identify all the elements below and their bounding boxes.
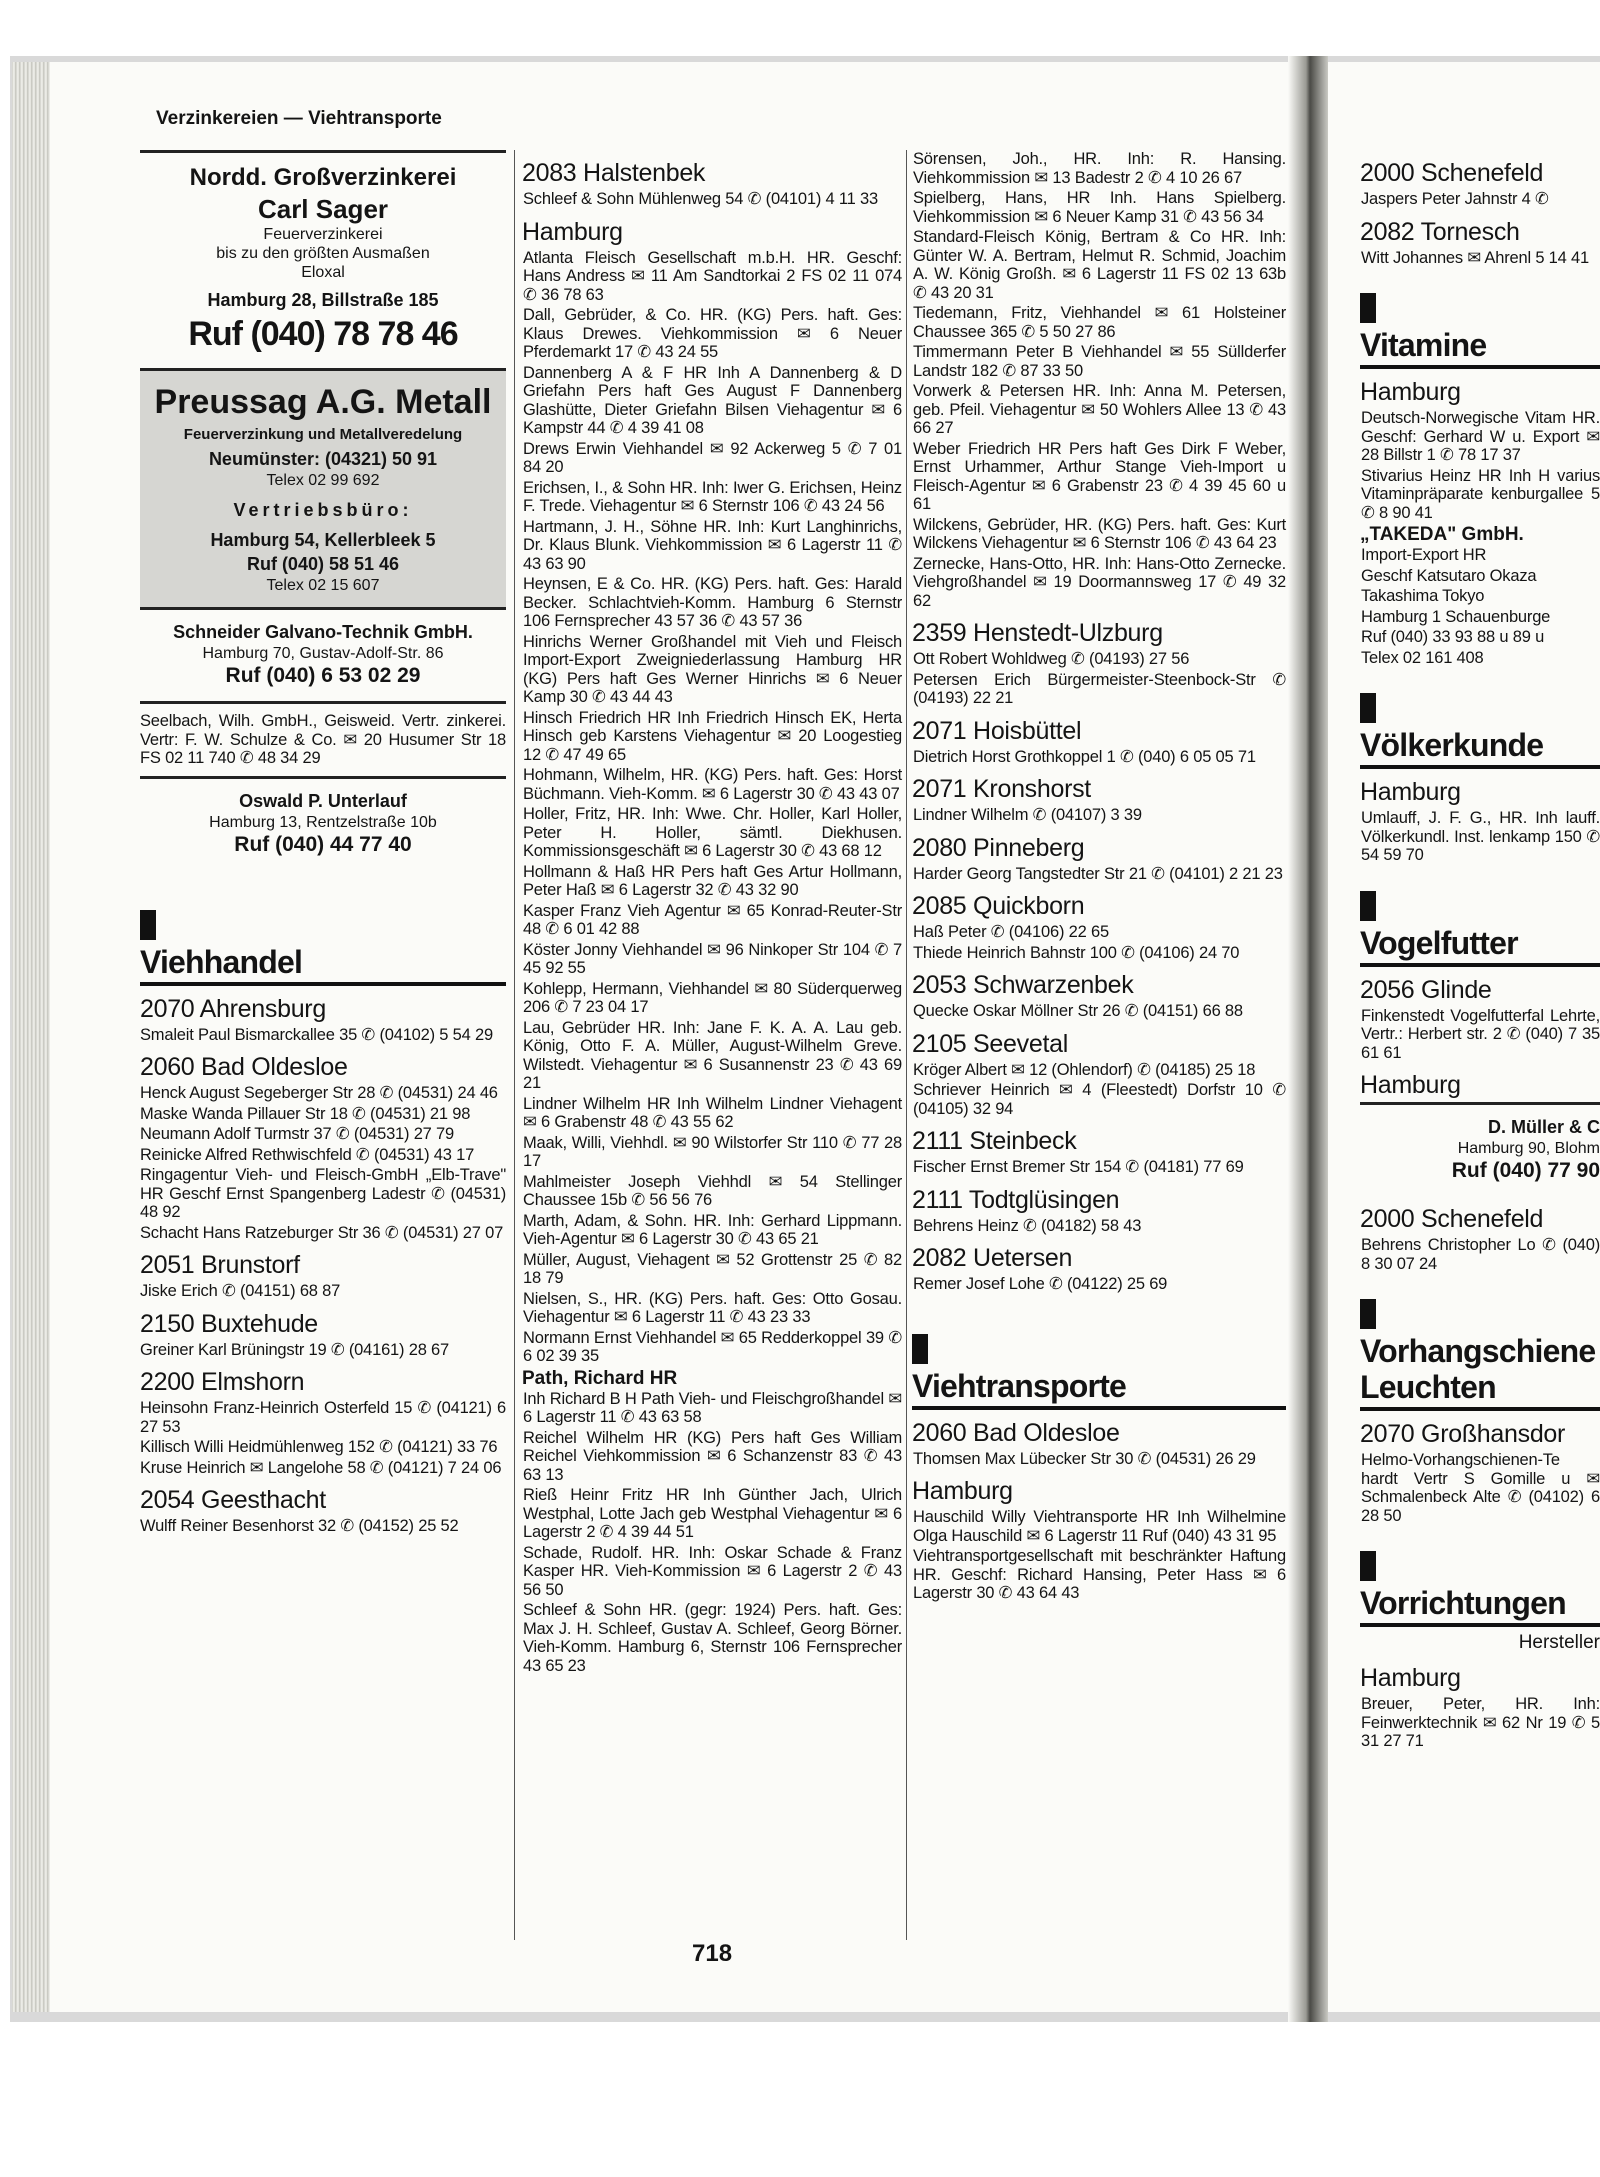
city-heading: 2150 Buxtehude <box>140 1309 318 1338</box>
section-title: Vorrichtungen <box>1360 1585 1600 1627</box>
city-heading: 2080 Pinneberg <box>912 833 1085 862</box>
listing-entry: Lindner Wilhelm HR Inh Wilhelm Lindner Viehagent ✉ 6 Grabenstr 48 ✆ 43 55 62 <box>523 1094 902 1131</box>
column-rule <box>514 150 515 1940</box>
city-heading: 2082 Uetersen <box>912 1244 1073 1272</box>
city-heading: 2082 Tornesch <box>1360 217 1520 246</box>
section-block <box>1360 693 1600 769</box>
city-heading: 2111 Todtglüsingen <box>912 1185 1120 1214</box>
column-d <box>1360 150 1600 1753</box>
listing-entry: Hartmann, J. H., Söhne HR. Inh: Kurt Langhinrichs, Dr. Klaus Blunk. Viehkommission ✉ 6 Lagerstr 11 ✆ 43 63 90 <box>523 517 902 573</box>
book-gutter <box>1288 56 1328 2022</box>
column-a <box>140 150 506 1538</box>
listing-entry: Maske Wanda Pillauer Str 18 ✆ (04531) 21 98 <box>140 1104 471 1123</box>
section-marker <box>1360 693 1376 723</box>
city-heading: Hamburg <box>1360 778 1461 806</box>
ad-phone: Neumünster: (04321) 50 91 <box>208 449 438 469</box>
city-heading: 2111 Steinbeck <box>912 1127 1077 1155</box>
city-heading: 2200 Elmshorn <box>140 1368 305 1396</box>
ad-address: Hamburg 70, Gustav-Adolf-Str. 86 <box>202 645 444 662</box>
city-heading: 2060 Bad Oldesloe <box>912 1418 1120 1447</box>
section-block <box>1360 293 1600 369</box>
city-heading: Hamburg <box>1360 1664 1461 1692</box>
ad-title: Schneider Galvano-Technik GmbH. <box>173 622 473 642</box>
listing-entry: Thomsen Max Lübecker Str 30 ✆ (04531) 26 29 <box>912 1450 1286 1469</box>
section-title: Völkerkunde <box>1360 727 1600 769</box>
page-stack-edge <box>12 62 52 2012</box>
section-title: Vitamine <box>1360 327 1600 369</box>
listing-entry: Müller, August, Viehagent ✉ 52 Grottenstr 25 ✆ 82 18 79 <box>523 1250 902 1287</box>
section-title: Viehtransporte <box>912 1368 1286 1410</box>
listing-entry: Schriever Heinrich ✉ 4 (Fleestedt) Dorfstr 10 ✆ (04105) 32 94 <box>913 1081 1286 1118</box>
section-marker <box>1360 1299 1376 1329</box>
listing-entry: Spielberg, Hans, HR Inh. Hans Spielberg. Viehkommission ✉ 6 Neuer Kamp 31 ✆ 43 56 34 <box>913 189 1286 226</box>
section-marker <box>140 910 156 940</box>
listing-entry: Mahlmeister Joseph Viehhdl ✉ 54 Stellinger Chaussee 15b ✆ 56 56 76 <box>523 1172 902 1209</box>
listing-groups <box>522 158 902 1675</box>
listing-entry: Kohlepp, Hermann, Viehhandel ✉ 80 Süderquerweg 206 ✆ 7 23 04 17 <box>523 979 902 1016</box>
ad-line: Feuerverzinkerei <box>263 226 383 243</box>
listing-entry: Jiske Erich ✆ (04151) 68 87 <box>140 1282 341 1300</box>
listing-entry: Schade, Rudolf. HR. Inh: Oskar Schade & Franz Kasper HR. Vieh-Kommission ✉ 6 Lagerstr 2 ✆ 43 56 50 <box>523 1543 902 1599</box>
listing-entry: Haß Peter ✆ (04106) 22 65 <box>912 923 1286 942</box>
listing-entry: Behrens Christopher Lo ✆ (040) 8 30 07 24 <box>1361 1236 1600 1273</box>
city-heading: 2071 Hoisbüttel <box>912 716 1082 745</box>
listing-entry: Import-Export HR <box>1360 546 1600 565</box>
listing-entry: Fischer Ernst Bremer Str 154 ✆ (04181) 77 69 <box>912 1158 1286 1177</box>
ad-preussag <box>140 368 506 607</box>
listing-entry: Reinicke Alfred Rethwischfeld ✆ (04531) 43 17 <box>140 1145 475 1164</box>
listing-entry: Reichel Wilhelm HR (KG) Pers haft Ges William Reichel Viehkommission ✉ 6 Schanzenstr 83 ✆ 43 63 13 <box>523 1428 902 1484</box>
listing-entry: Breuer, Peter, HR. Inh: Feinwerktechnik ✉ 62 Nr 19 ✆ 5 31 27 71 <box>1361 1695 1600 1750</box>
city-heading: 2000 Schenefeld <box>1360 1205 1544 1233</box>
listing-entry: Köster Jonny Viehhandel ✉ 96 Ninkoper Str 104 ✆ 7 45 92 55 <box>523 940 902 977</box>
section-viehtransporte <box>912 1334 1286 1410</box>
ad-phone: Ruf (040) 58 51 46 <box>246 554 400 574</box>
listing-entry: Viehtransportgesellschaft mit beschränkter Haftung HR. Geschf: Richard Hansing, Peter Hass ✉ 6 Lagerstr 30 ✆ 43 64 43 <box>913 1547 1286 1602</box>
ad-telex: Telex 02 99 692 <box>266 472 380 489</box>
city-heading: 2060 Bad Oldesloe <box>140 1053 348 1081</box>
listing-entry: Schleef & Sohn Mühlenweg 54 ✆ (04101) 4 11 33 <box>522 190 902 209</box>
listing-entry: Hinsch Friedrich HR Inh Friedrich Hinsch EK, Herta Hinsch geb Karstens Viehagentur ✉ 20 Loogestieg 12 ✆ 47 49 65 <box>523 708 902 764</box>
section-viehhandel <box>140 910 506 986</box>
listing-entry: Telex 02 161 408 <box>1360 649 1600 668</box>
section-title: Vorhangschiene Leuchten <box>1360 1333 1600 1411</box>
listing-entry: Weber Friedrich HR Pers haft Ges Dirk F Weber, Ernst Urhammer, Arthur Stange Vieh-Import u Fleisch-Agentur ✉ 6 Grabenstr 23 ✆ 4 39 45 60 u 61 <box>913 439 1286 513</box>
listing-entry: Kröger Albert ✉ 12 (Ohlendorf) ✆ (04185) 25 18 <box>912 1061 1286 1080</box>
ad-address: Hamburg 54, Kellerbleek 5 <box>210 530 436 550</box>
listing-entry: Wilckens, Gebrüder, HR. (KG) Pers. haft. Ges: Kurt Wilckens Viehagentur ✉ 6 Sternstr 106 ✆ 43 64 23 <box>913 515 1286 552</box>
ad-title: Oswald P. Unterlauf <box>239 790 407 811</box>
listing-entry: Ott Robert Wohldweg ✆ (04193) 27 56 <box>912 650 1286 669</box>
ad-phone: Ruf (040) 6 53 02 29 <box>225 664 421 687</box>
section-marker <box>1360 1551 1376 1581</box>
listing-entry: Quecke Oskar Möllner Str 26 ✆ (04151) 66 88 <box>912 1002 1286 1021</box>
city-heading: 2070 Ahrensburg <box>140 994 326 1023</box>
listing-sections <box>1360 293 1600 1751</box>
listing-bold-name: „TAKEDA" GmbH. <box>1360 524 1524 545</box>
city-heading: 2083 Halstenbek <box>522 159 706 187</box>
section-marker <box>1360 891 1376 921</box>
ad-title: Nordd. Großverzinkerei <box>189 164 457 191</box>
listing-entry: Maak, Willi, Viehhdl. ✉ 90 Wilstorfer Str 110 ✆ 77 28 17 <box>523 1133 902 1170</box>
city-heading: 2054 Geesthacht <box>140 1486 326 1514</box>
section-title: Vogelfutter <box>1360 925 1600 967</box>
city-heading: Hamburg <box>522 217 623 246</box>
listing-entry: Umlauff, J. F. G., HR. Inh lauff. Völkerkundl. Inst. lenkamp 150 ✆ 54 59 70 <box>1361 809 1600 864</box>
listing-entry: Finkenstedt Vogelfutterfal Lehrte, Vertr.: Herbert str. 2 ✆ (040) 7 35 61 61 <box>1361 1006 1600 1062</box>
listing-entry: Normann Ernst Viehhandel ✉ 65 Redderkoppel 39 ✆ 6 02 39 35 <box>523 1328 902 1365</box>
city-heading: 2056 Glinde <box>1360 975 1492 1004</box>
ad-phone: Ruf (040) 78 78 46 <box>188 315 458 353</box>
section-subtitle: Hersteller <box>1518 1632 1600 1653</box>
listing-entry: Greiner Karl Brüningstr 19 ✆ (04161) 28 67 <box>140 1340 450 1359</box>
ad-address: Hamburg 28, Billstraße 185 <box>207 290 439 310</box>
city-heading: Hamburg <box>1360 378 1461 406</box>
section-marker <box>1360 293 1376 323</box>
listing-entry: Henck August Segeberger Str 28 ✆ (04531) 24 46 <box>140 1084 498 1102</box>
listing-entry: Marth, Adam, & Sohn. HR. Inh: Gerhard Lippmann. Vieh-Agentur ✉ 6 Lagerstr 30 ✆ 43 65 21 <box>523 1211 902 1248</box>
ad-nordd <box>140 150 506 368</box>
listing-entry: Drews Erwin Viehhandel ✉ 92 Ackerweg 5 ✆ 7 01 84 20 <box>523 439 902 476</box>
listing-entry: Ringagentur Vieh- und Fleisch-GmbH „Elb-Trave" HR Geschf Ernst Spangenberg Ladestr ✆ (04531) 48 92 <box>140 1166 506 1221</box>
running-head: Verzinkereien — Viehtransporte <box>156 108 442 129</box>
listing-entry: Smaleit Paul Bismarckallee 35 ✆ (04102) 5 54 29 <box>140 1025 493 1044</box>
listing-groups <box>1360 158 1600 267</box>
ad-line: Feuerverzinkung und Metallveredelung <box>183 426 463 443</box>
listing-entry: Ruf (040) 33 93 88 u 89 u <box>1360 628 1600 647</box>
city-heading: Hamburg <box>1360 1071 1461 1099</box>
section-title: Viehhandel <box>140 944 506 986</box>
listing-entry: Jaspers Peter Jahnstr 4 ✆ <box>1360 190 1600 209</box>
listing-entry: Hauschild Willy Viehtransporte HR Inh Wilhelmine Olga Hauschild ✉ 6 Lagerstr 11 Ruf (040) 43 31 95 <box>913 1508 1286 1545</box>
listing-entry: Dannenberg A & F HR Inh A Dannenberg & D Griefahn Pers haft Ges August F Dannenberg Glashütte, Dieter Griefahn Bilsen Viehagentur ✉ 6 Kampstr 44 ✆ 4 39 41 08 <box>523 363 902 437</box>
city-heading: 2000 Schenefeld <box>1360 159 1544 187</box>
listing-entry: Zernecke, Hans-Otto, HR. Inh: Hans-Otto Zernecke. Viehgroßhandel ✉ 19 Doormannsweg 17 ✆ 49 32 62 <box>913 554 1286 610</box>
city-heading: Hamburg <box>912 1477 1013 1505</box>
listing-entries <box>912 150 1286 610</box>
city-heading: 2085 Quickborn <box>912 892 1085 920</box>
listing-entry: Hinrichs Werner Großhandel mit Vieh und Fleisch Import-Export Zweigniederlassung Hamburg HR (KG) Pers haft Ges Werner Hinrichs ✉ 6 Neuer Kamp 30 ✆ 43 44 43 <box>523 632 902 706</box>
ad-title: Preussag A.G. Metall <box>154 383 492 421</box>
ad-line: bis zu den größten Ausmaßen <box>216 245 430 262</box>
listing-entry: Neumann Adolf Turmstr 37 ✆ (04531) 27 79 <box>140 1125 454 1143</box>
listing-entry: Takashima Tokyo <box>1360 587 1600 606</box>
city-heading: 2053 Schwarzenbek <box>912 971 1134 999</box>
listing-entry: Helmo-Vorhangschienen-Te hardt Vertr S Gomille u ✉ Schmalenbeck Alte ✆ (04102) 6 28 50 <box>1361 1451 1600 1525</box>
ad-schneider <box>140 607 506 701</box>
listing-entry: Timmermann Peter B Viehhandel ✉ 55 Süllderfer Landstr 182 ✆ 87 33 50 <box>913 343 1286 380</box>
listing-entry: Nielsen, S., HR. (KG) Pers. haft. Ges: Otto Gosau. Viehagentur ✉ 6 Lagerstr 11 ✆ 43 23 33 <box>523 1289 902 1326</box>
page-number: 718 <box>692 1940 733 1967</box>
city-heading: 2071 Kronshorst <box>912 775 1091 803</box>
listing-entry: Killisch Willi Heidmühlenweg 152 ✆ (04121) 33 76 <box>140 1438 498 1456</box>
section-block <box>1360 1551 1600 1627</box>
listing-entry: Dall, Gebrüder, & Co. HR. (KG) Pers. haft. Ges: Klaus Drewes. Viehkommission ✉ 6 Neuer Pferdemarkt 17 ✆ 43 24 55 <box>523 306 902 361</box>
listing-entry: Erichsen, I., & Sohn HR. Inh: Iwer G. Erichsen, Heinz F. Trede. Viehagentur ✉ 6 Sternstr 106 ✆ 43 24 56 <box>523 478 902 515</box>
listing-groups <box>912 618 1286 1294</box>
column-b <box>522 150 902 1677</box>
listing-entry: Tiedemann, Fritz, Viehhandel ✉ 61 Holsteiner Chaussee 365 ✆ 5 50 27 86 <box>913 304 1286 341</box>
city-heading: 2359 Henstedt-Ulzburg <box>912 619 1163 647</box>
listing-entry: Geschf Katsutaro Okaza <box>1360 567 1600 586</box>
ad-address: Hamburg 90, Blohm <box>1457 1140 1600 1157</box>
listing-entry: Witt Johannes ✉ Ahrenl 5 14 41 <box>1360 249 1600 268</box>
listing-entry: Atlanta Fleisch Gesellschaft m.b.H. HR. Geschf: Hans Andress ✉ 11 Am Sandtorkai 2 FS 02 11 074 ✆ 36 78 63 <box>523 248 902 304</box>
listing-entry: Behrens Heinz ✆ (04182) 58 43 <box>912 1217 1286 1236</box>
listing-entry: Inh Richard B H Path Vieh- und Fleischgroßhandel ✉ 6 Lagerstr 11 ✆ 43 63 58 <box>523 1389 902 1426</box>
listing-entry: Sörensen, Joh., HR. Inh: R. Hansing. Viehkommission ✉ 13 Badestr 2 ✆ 4 10 26 67 <box>913 150 1286 187</box>
listing-entry: Rieß Heinr Fritz HR Inh Günther Jach, Ulrich Westphal, Lotte Jach geb Westphal Viehagentur ✉ 6 Lagerstr 2 ✆ 4 39 44 51 <box>523 1486 902 1541</box>
listing-entry: Harder Georg Tangstedter Str 21 ✆ (04101) 2 21 23 <box>912 865 1286 884</box>
listing-entry: Hollmann & Haß HR Pers haft Ges Artur Hollmann, Peter Haß ✉ 6 Lagerstr 32 ✆ 43 32 90 <box>523 862 902 899</box>
section-marker <box>912 1334 928 1364</box>
listing-entry: Standard-Fleisch König, Bertram & Co HR. Inh: Günter W. A. Bertram, Helmut R. Schmid, Joachim A. W. König Großh. ✉ 6 Lagerstr 11 FS 02 13 63b ✆ 43 20 31 <box>913 228 1286 302</box>
listing-entry: Kasper Franz Vieh Agentur ✉ 65 Konrad-Reuter-Str 48 ✆ 6 01 42 88 <box>523 901 902 938</box>
ad-line: Eloxal <box>301 264 345 281</box>
listing-entry: Heynsen, E & Co. HR. (KG) Pers. haft. Ges: Harald Becker. Schlachtvieh-Komm. Hamburg 6 Sternstr 106 Fernsprecher 43 57 36 ✆ 43 57 36 <box>523 575 902 630</box>
listing-entry: Seelbach, Wilh. GmbH., Geisweid. Vertr. zinkerei. Vertr: F. W. Schulze & Co. ✉ 20 Husumer Str 18 FS 02 11 740 ✆ 48 34 29 <box>140 701 506 768</box>
column-rule <box>906 150 907 1940</box>
listing-entry: Lindner Wilhelm ✆ (04107) 3 39 <box>912 806 1286 825</box>
listing-entry: Hohmann, Wilhelm, HR. (KG) Pers. haft. Ges: Horst Büchmann. Vieh-Komm. ✉ 6 Lagerstr 30 ✆ 43 43 07 <box>523 766 902 803</box>
ad-unterlauf <box>140 776 506 870</box>
ad-address: Hamburg 13, Rentzelstraße 10b <box>209 813 437 831</box>
listing-entry: Hamburg 1 Schauenburge <box>1360 608 1600 627</box>
section-block <box>1360 1299 1600 1411</box>
listing-entry: Schleef & Sohn HR. (gegr: 1924) Pers. haft. Ges: Max J. H. Schleef, Gustav A. Schleef, Georg Börner. Vieh-Komm. Hamburg 6, Sternstr 106 Fernsprecher 43 65 23 <box>523 1601 902 1675</box>
ad-subtitle: Carl Sager <box>257 194 389 224</box>
city-heading: 2051 Brunstorf <box>140 1251 300 1279</box>
ad-office: Vertriebsbüro: <box>233 500 413 520</box>
ad-phone: Ruf (040) 77 90 <box>1451 1159 1600 1182</box>
ad-telex: Telex 02 15 607 <box>266 577 380 594</box>
listing-entry: Vorwerk & Petersen HR. Inh: Anna M. Petersen, geb. Pfeil. Viehagentur ✉ 50 Wohlers Allee 13 ✆ 43 66 27 <box>913 382 1286 437</box>
listing-entry: Wulff Reiner Besenhorst 32 ✆ (04152) 25 52 <box>140 1517 459 1535</box>
listing-entry: Stivarius Heinz HR Inh H varius Vitaminpräparate kenburgallee 5 ✆ 8 90 41 <box>1361 466 1600 522</box>
listing-entry: Kruse Heinrich ✉ Langelohe 58 ✆ (04121) 7 24 06 <box>140 1458 502 1477</box>
listing-entry: Deutsch-Norwegische Vitam HR. Geschf: Gerhard W u. Export ✉ 28 Billstr 1 ✆ 78 17 37 <box>1361 409 1600 464</box>
listing-entry: Petersen Erich Bürgermeister-Steenbock-Str ✆ (04193) 22 21 <box>913 670 1286 707</box>
listing-entry: Lau, Gebrüder HR. Inh: Jane F. K. A. A. Lau geb. König, Otto F. A. Müller, August-Wilhelm Greve. Wilstedt. Viehagentur ✉ 6 Susannenstr 23 ✆ 43 69 21 <box>523 1018 902 1092</box>
listing-entry: Schacht Hans Ratzeburger Str 36 ✆ (04531) 27 07 <box>140 1223 504 1242</box>
section-block <box>1360 891 1600 967</box>
city-heading: 2105 Seevetal <box>912 1029 1068 1058</box>
listing-entry: Heinsohn Franz-Heinrich Osterfeld 15 ✆ (04121) 6 27 53 <box>140 1399 506 1436</box>
listing-bold-name: Path, Richard HR <box>522 1367 678 1389</box>
ad-block <box>1360 1102 1600 1196</box>
listing-entry: Thiede Heinrich Bahnstr 100 ✆ (04106) 24 70 <box>912 944 1286 963</box>
city-heading: 2070 Großhansdor <box>1360 1420 1566 1448</box>
ad-phone: Ruf (040) 44 77 40 <box>234 832 412 856</box>
listing-entry: Dietrich Horst Grothkoppel 1 ✆ (040) 6 05 05 71 <box>912 748 1286 767</box>
listing-entry: Holler, Fritz, HR. Inh: Wwe. Chr. Holler, Karl Holler, Peter H. Holler, sämtl. Diekhusen. Kommissionsgeschäft ✉ 6 Lagerstr 30 ✆ 43 68 12 <box>523 805 902 860</box>
ad-title: D. Müller & C <box>1487 1117 1600 1137</box>
listing-groups <box>140 994 506 1536</box>
listing-groups <box>912 1418 1286 1603</box>
listing-entry: Remer Josef Lohe ✆ (04122) 25 69 <box>912 1275 1286 1294</box>
column-c <box>912 150 1286 1605</box>
